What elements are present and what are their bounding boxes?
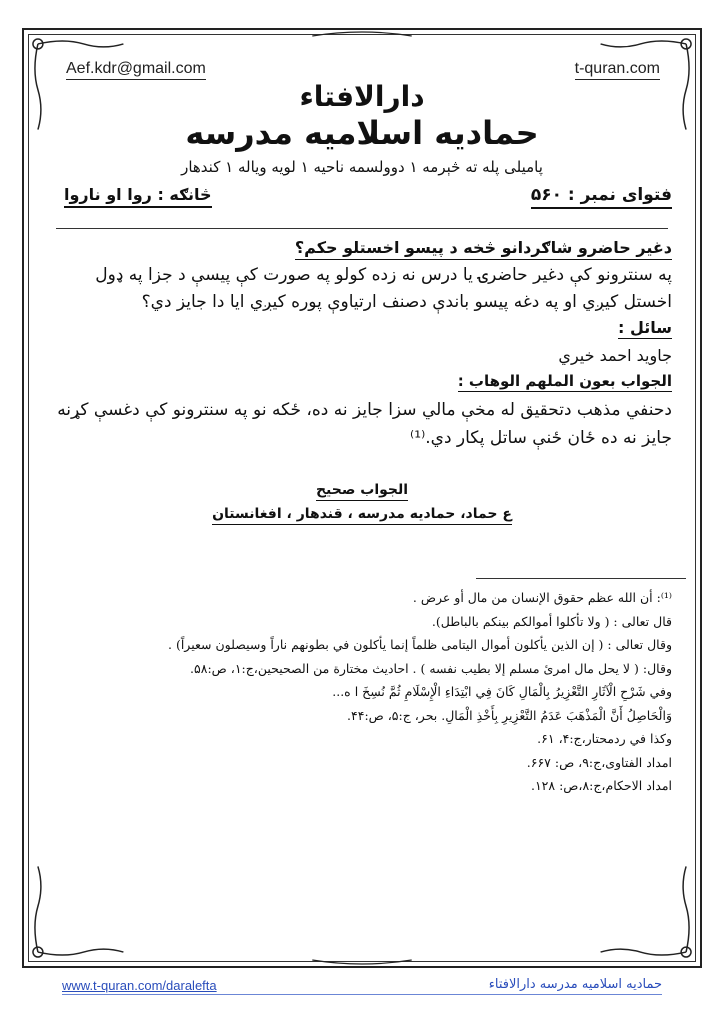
address-line: پامیلی پله ته څېرمه ۱ دوولسمه ناحیه ۱ لویه ویاله ۱ کندهار: [181, 158, 543, 176]
answer-body: دحنفي مذهب دتحقیق له مخې مالي سزا جایز نه ده، ځکه نو په سنترونو کې دغسې کړنه جایز نه ده ځان ځنې ساتل پکار دي.⁽¹⁾: [57, 400, 672, 448]
footnote-line: ⁽¹⁾: أن الله عظم حقوق الإنسان من مال أو عرض .: [412, 590, 672, 605]
asker-label: سائل :: [618, 318, 672, 337]
question-body: په سنترونو کې دغیر حاضرۍ یا درس نه زده کولو په صورت کې پیسې د جزا په ډول اخستل کیږي او په دغه پیسو باندې دصنف ارتیاوې پوره کیږي ایا دا جایز دي؟: [95, 265, 672, 312]
footnote-line: وقال: ( لا يحل مال امرئ مسلم إلا بطيب نفسه ) . احاديث مختارة من الصحيحين،ج:۱، ص:۵۸.: [190, 660, 672, 676]
footnotes-list: [52, 586, 672, 798]
category-label: څانګه : روا او ناروا: [64, 185, 212, 208]
footnote-line: وفي شَرْحِ الْآثَارِ التَّعْزِيرُ بِالْمَالِ كَانَ فِي ابْتِدَاءِ الْإِسْلَامِ ثُمَّ نُسِخَ ا ه...: [332, 684, 672, 699]
footer-divider: [62, 994, 662, 995]
question-title: دغیر حاضرو شاګردانو څخه د پیسو اخستلو حکم؟: [295, 238, 672, 260]
footnote-line: امداد الفتاوى،ج:۹، ص: ۶۶۷.: [526, 754, 672, 770]
footnote-line: وَالْحَاصِلُ أَنَّ الْمَذْهَبَ عَدَمُ التَّعْزِيرِ بِأَخْذِ الْمَالِ. بحر، ج:۵، ص:۴۴.: [347, 707, 672, 723]
header-divider: [56, 228, 668, 229]
footnote-divider: [476, 578, 686, 579]
verdict-signature: ع حماد، حمادیه مدرسه ، قندهار ، افغانستان: [0, 506, 724, 522]
answer-label: الجواب بعون الملهم الوهاب :: [457, 372, 672, 390]
website-link[interactable]: t-quran.com: [575, 60, 660, 80]
footnote-line: وقال تعالى : ( إن الذين يأكلون أموال اليتامى ظلماً إنما يأكلون في بطونهم ناراً وسيصلون سعيراً) .: [168, 637, 672, 652]
fatwa-number: فتوای نمبر : ۵۶۰: [531, 185, 672, 209]
footer-institution-name: حمادیه اسلامیه مدرسه دارالافتاء: [488, 977, 662, 992]
footnote-line: وكذا في ردمحتار،ج:۴، ۶۱.: [537, 731, 672, 746]
verdict-label: الجواب صحیح: [0, 482, 724, 498]
footnote-line: امداد الاحكام،ج:۸،ص: ۱۲۸.: [530, 778, 672, 793]
asker-name: جاوید احمد خیري: [558, 346, 672, 365]
footer-url-link[interactable]: www.t-quran.com/daralefta: [62, 978, 217, 993]
footnote-line: قال تعالى : ( ولا تأكلوا أموالكم بينكم بالباطل).: [431, 613, 672, 629]
contact-email[interactable]: Aef.kdr@gmail.com: [66, 60, 206, 80]
institution-top-title: دارالافتاء: [299, 80, 425, 113]
institution-main-title: حمادیه اسلامیه مدرسه: [185, 114, 539, 152]
